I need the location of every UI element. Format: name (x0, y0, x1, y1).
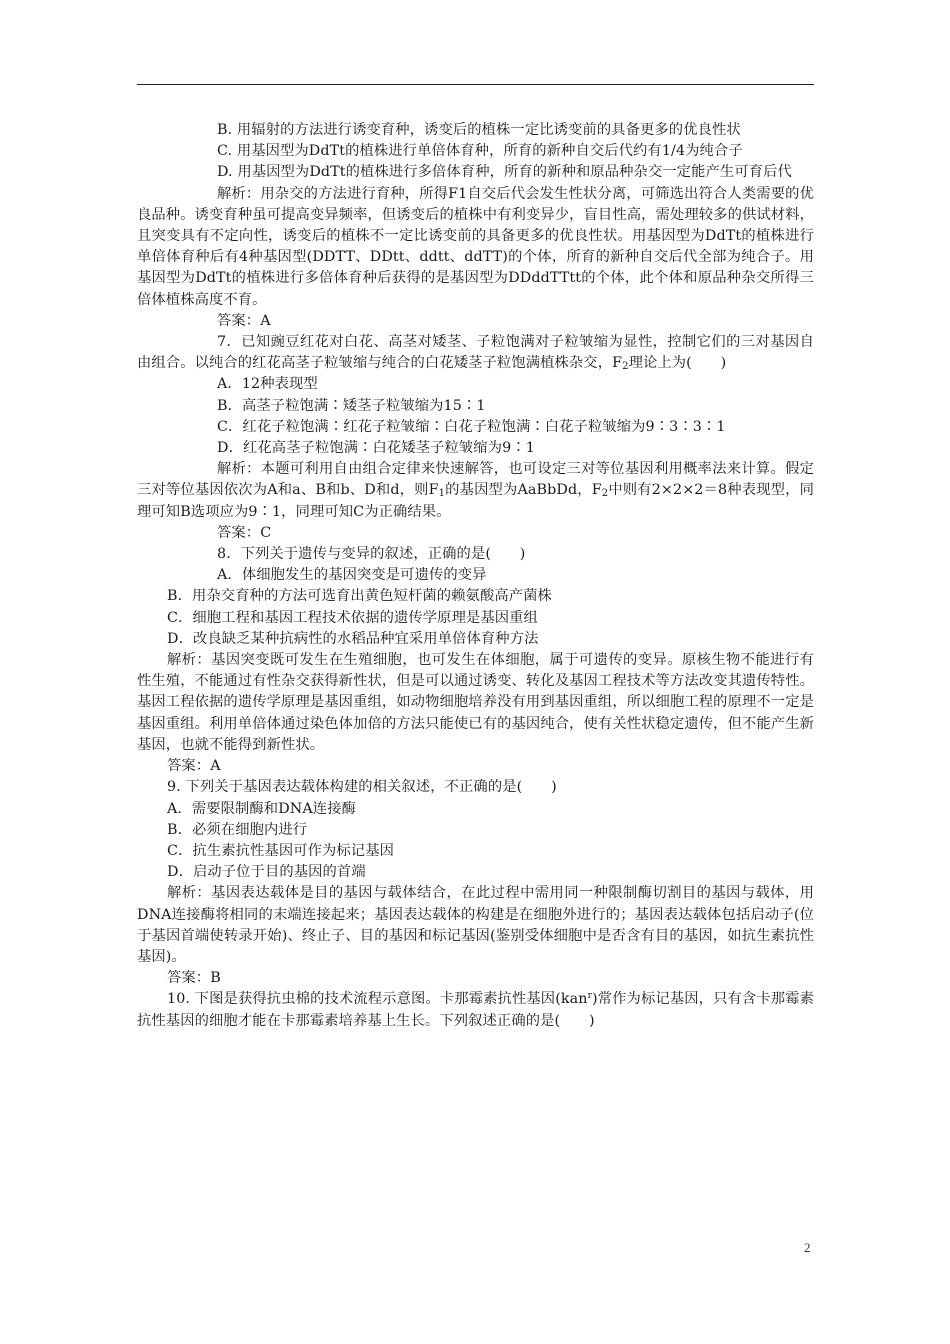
q7-analysis: 解析：本题可利用自由组合定律来快速解答，也可设定三对等位基因利用概率法来计算。假定三对等位基因依次为A和a、B和b、D和d，则$F_1$的基因型为AaBbDd，$F_2$中则有2×2×2＝8种表现型，同理可知B选项应为9∶1，同理可知C为正确结果。 (137, 461, 814, 520)
q7-stem: 7．已知豌豆红花对白花、高茎对矮茎、子粒饱满对子粒皱缩为显性，控制它们的三对基因自由组合。以纯合的红花高茎子粒皱缩与纯合的白花矮茎子粒饱满植株杂交，$F_2$理论上为( ) (137, 334, 814, 373)
q8-analysis: 解析：基因突变既可发生在生殖细胞，也可发生在体细胞，属于可遗传的变异。原核生物不能进行有性生殖，不能通过有性杂交获得新性状，但是可以通过诱变、转化及基因工程技术等方法改变其遗传特性。基因工程依据的遗传学原理是基因重组，如动物细胞培养没有用到基因重组，所以细胞工程的原理不一定是基因重组。利用单倍体通过染色体加倍的方法只能使已有的基因纯合，使有关性状稳定遗传，但不能产生新基因，也就不能得到新性状。 (137, 652, 814, 753)
q7-option-b: B．高茎子粒饱满∶矮茎子粒皱缩为15∶1 (217, 397, 486, 414)
q8-option-c: C．细胞工程和基因工程技术依据的遗传学原理是基因重组 (167, 609, 538, 626)
q8-option-b: B．用杂交育种的方法可选育出黄色短杆菌的赖氨酸高产菌株 (167, 588, 552, 605)
q10-stem: 10. 下图是获得抗虫棉的技术流程示意图。卡那霉素抗性基因(kan$^r$)常作为标记基因，只有含卡那霉素抗性基因的细胞才能在卡那霉素培养基上生长。下列叙述正确的是( ) (137, 991, 814, 1029)
q6-analysis: 解析：用杂交的方法进行育种，所得F1自交后代会发生性状分离，可筛选出符合人类需要的优良品种。诱变育种虽可提高变异频率，但诱变后的植株中有利变异少，盲目性高，需处理较多的供试材料，且突变具有不定向性，诱变后的植株不一定比诱变前的具备更多的优良性状。用基因型为DdTt的植株进行单倍体育种后有4种基因型(DDTT、DDtt、ddtt、ddTT)的个体，所育的新种自交后代全部为纯合子。用基因型为DdTt的植株进行多倍体育种后获得的是基因型为DDddTTtt的个体，此个体和原品种杂交所得三倍体植株高度不育。 (137, 185, 814, 308)
q6-answer: 答案：A (217, 312, 271, 329)
q9-analysis: 解析：基因表达载体是目的基因与载体结合，在此过程中需用同一种限制酶切割目的基因与载体，用DNA连接酶将相同的末端连接起来；基因表达载体的构建是在细胞外进行的；基因表达载体包括启动子(位于基因首端使转录开始)、终止子、目的基因和标记基因(鉴别受体细胞中是否含有目的基因，如抗生素抗性基因)。 (137, 885, 814, 965)
q6-option-b: B. 用辐射的方法进行诱变育种，诱变后的植株一定比诱变前的具备更多的优良性状 (217, 122, 741, 138)
q9-option-c: C．抗生素抗性基因可作为标记基因 (167, 842, 394, 859)
q8-option-d: D．改良缺乏某种抗病性的水稻品种宜采用单倍体育种方法 (167, 630, 539, 647)
q9-option-a: A．需要限制酶和DNA连接酶 (167, 800, 356, 817)
q7-option-d: D．红花高茎子粒饱满∶白花矮茎子粒皱缩为9∶1 (217, 440, 535, 457)
page-number: 2 (804, 1240, 811, 1255)
q8-stem: 8．下列关于遗传与变异的叙述，正确的是( ) (217, 546, 526, 563)
q9-option-b: B．必须在细胞内进行 (167, 821, 308, 838)
q9-option-d: D．启动子位于目的基因的首端 (167, 864, 366, 881)
q7-answer: 答案：C (217, 524, 272, 541)
q6-option-d: D. 用基因型为DdTt的植株进行多倍体育种，所育的新种和原品种杂交一定能产生可育后代 (217, 164, 792, 181)
q7-option-a: A．12种表现型 (217, 376, 318, 393)
q8-answer: 答案：A (167, 758, 221, 775)
page-content (137, 120, 814, 1032)
q6-option-c: C. 用基因型为DdTt的植株进行单倍体育种，所育的新种自交后代约有1/4为纯合子 (217, 143, 743, 160)
q9-answer: 答案：B (167, 970, 221, 987)
header-rule (137, 84, 814, 85)
q9-stem: 9. 下列关于基因表达载体构建的相关叙述，不正确的是( ) (167, 779, 557, 796)
q7-option-c: C．红花子粒饱满∶红花子粒皱缩∶白花子粒饱满∶白花子粒皱缩为9∶3∶3∶1 (217, 418, 726, 435)
q8-option-a: A．体细胞发生的基因突变是可遗传的变异 (217, 567, 487, 584)
